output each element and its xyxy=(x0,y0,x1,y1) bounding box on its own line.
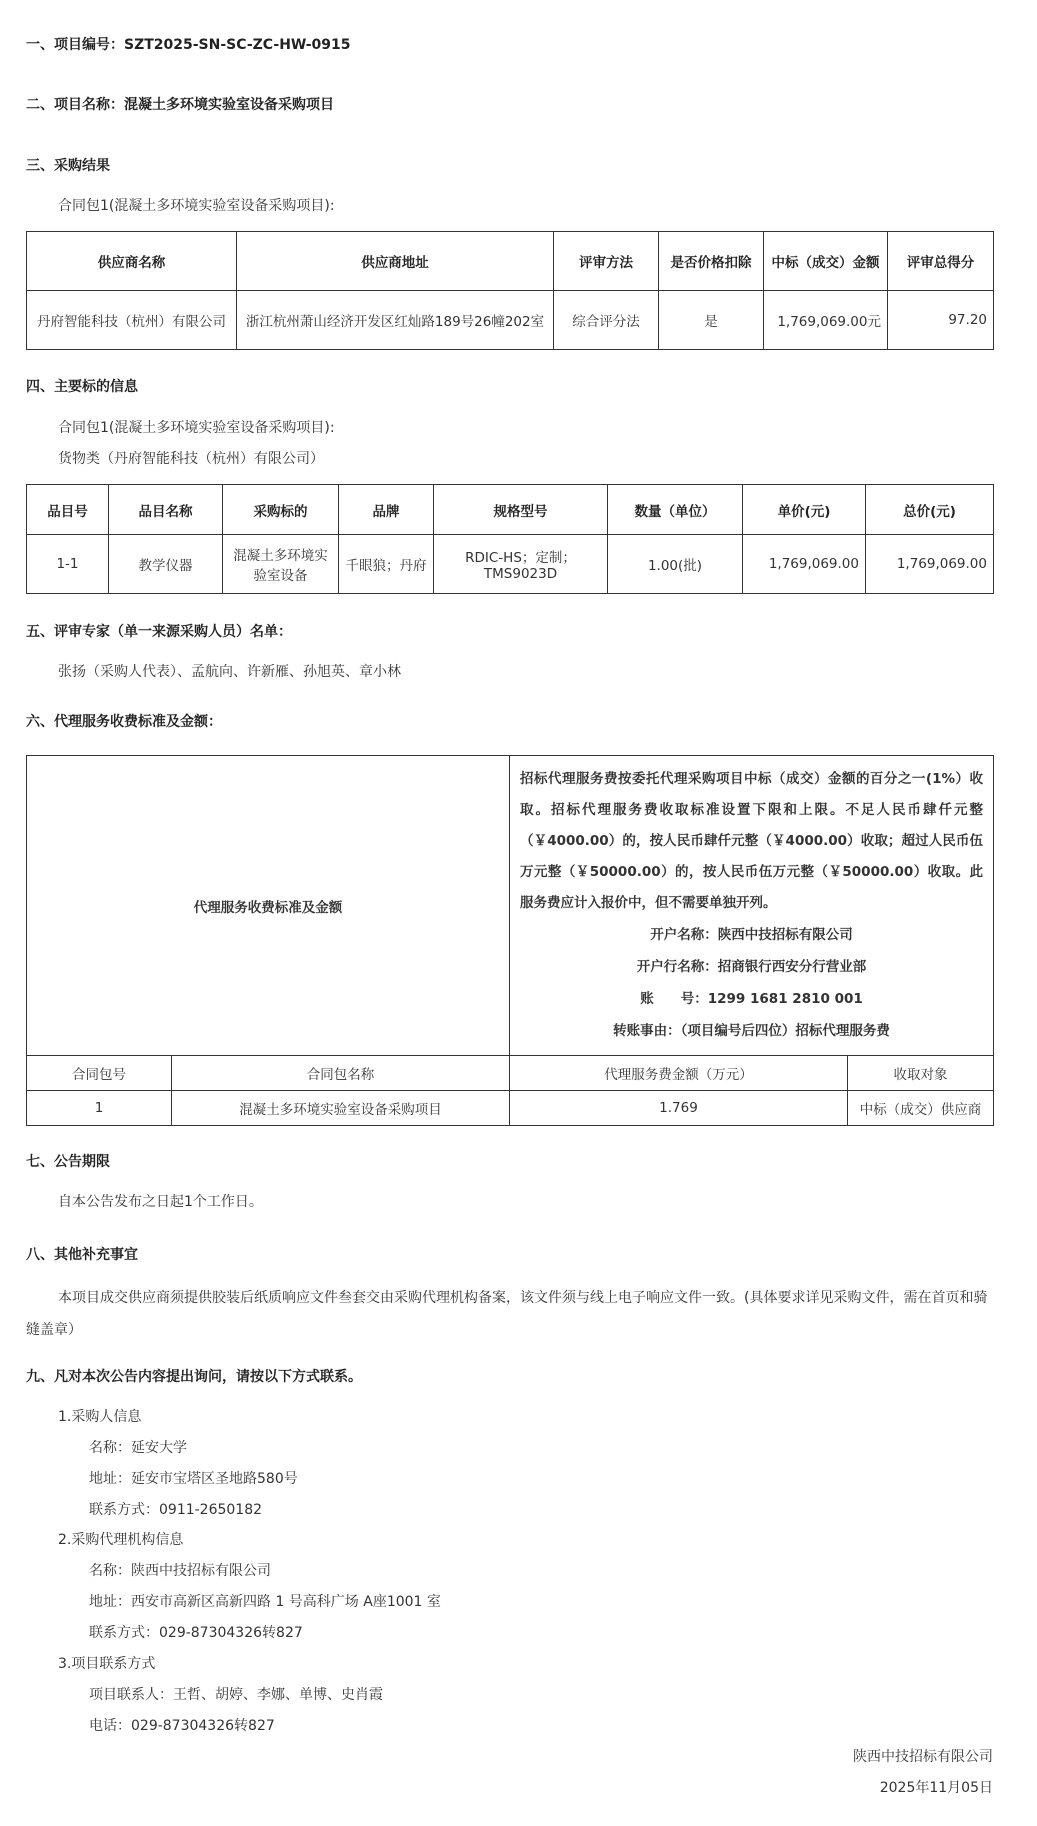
project-number-value: SZT2025-SN-SC-ZC-HW-0915 xyxy=(124,37,351,53)
subject-col-item-no: 品目号 xyxy=(27,485,109,535)
agency-phone: 联系方式：029-87304326转827 xyxy=(89,1625,303,1641)
other-text: 本项目成交供应商须提供胶装后纸质响应文件叁套交由采购代理机构备案，该文件须与线上电子响应文件一致。(具体要求详见采购文件，需在首页和骑缝盖章） xyxy=(26,1290,988,1338)
table-row xyxy=(27,1091,994,1126)
agency-address: 地址：西安市高新区高新四路 1 号高科广场 A座1001 室 xyxy=(89,1594,441,1610)
footer-organization: 陕西中技招标有限公司 xyxy=(853,1749,993,1765)
result-col-supplier: 供应商名称 xyxy=(27,232,237,291)
result-supplier: 丹府智能科技（杭州）有限公司 xyxy=(27,291,237,350)
subject-col-target: 采购标的 xyxy=(223,485,339,535)
subject-col-brand: 品牌 xyxy=(339,485,434,535)
result-col-score: 评审总得分 xyxy=(888,232,994,291)
subject-item-name: 教学仪器 xyxy=(109,535,223,594)
result-package: 合同包1(混凝土多环境实验室设备采购项目): xyxy=(58,198,335,214)
project-number xyxy=(26,34,351,54)
section-title-contact: 九、凡对本次公告内容提出询问，请按以下方式联系。 xyxy=(26,1369,362,1385)
fee-col-package-name: 合同包名称 xyxy=(172,1056,510,1091)
subject-col-quantity: 数量（单位） xyxy=(608,485,743,535)
subject-target: 混凝土多环境实验室设备 xyxy=(223,535,339,594)
purchaser-heading: 1.采购人信息 xyxy=(58,1409,142,1425)
table-row xyxy=(27,291,994,350)
project-name xyxy=(26,94,334,114)
project-number-label: 一、项目编号： xyxy=(26,37,124,53)
subject-package: 合同包1(混凝土多环境实验室设备采购项目): xyxy=(58,420,335,436)
project-contact-heading: 3.项目联系方式 xyxy=(58,1656,156,1672)
subject-col-item-name: 品目名称 xyxy=(109,485,223,535)
fee-table-header xyxy=(27,1056,994,1091)
purchaser-name: 名称：延安大学 xyxy=(89,1440,187,1456)
subject-col-total-price: 总价(元) xyxy=(866,485,994,535)
footer-date: 2025年11月05日 xyxy=(879,1780,993,1796)
project-name-value: 混凝土多环境实验室设备采购项目 xyxy=(124,97,334,113)
project-name-label: 二、项目名称： xyxy=(26,97,124,113)
result-score: 97.20 xyxy=(888,291,994,350)
transfer-memo: 转账事由：（项目编号后四位）招标代理服务费 xyxy=(613,1023,890,1039)
expert-names: 张扬（采购人代表）、孟航向、许新雁、孙旭英、章小林 xyxy=(58,664,401,680)
fee-standard-row xyxy=(27,756,994,1056)
fee-package-no: 1 xyxy=(27,1091,172,1126)
table-row xyxy=(27,535,994,594)
result-method: 综合评分法 xyxy=(554,291,659,350)
fee-standard-detail xyxy=(510,756,994,1056)
subject-item-no: 1-1 xyxy=(27,535,109,594)
subject-col-unit-price: 单价(元) xyxy=(743,485,866,535)
section-title-fee: 六、代理服务收费标准及金额： xyxy=(26,714,222,730)
result-deduction: 是 xyxy=(659,291,764,350)
fee-col-amount: 代理服务费金额（万元） xyxy=(510,1056,848,1091)
section-title-result: 三、采购结果 xyxy=(26,158,110,174)
section-title-other: 八、其他补充事宜 xyxy=(26,1247,138,1263)
fee-description: 招标代理服务费按委托代理采购项目中标（成交）金额的百分之一(1%）收取。招标代理服务费收取标准设置下限和上限。不足人民币肆仟元整（￥4000.00）的，按人民币肆仟元整（￥4000.00）收取；超过人民币伍万元整（￥50000.00）的，按人民币伍万元整（￥50000.00）收取。此服务费应计入报价中，但不需要单独开列。 xyxy=(520,771,984,911)
bank-name: 开户行名称：招商银行西安分行营业部 xyxy=(636,959,867,975)
subject-quantity: 1.00(批) xyxy=(608,535,743,594)
project-contact-phone: 电话：029-87304326转827 xyxy=(89,1718,275,1734)
fee-payer: 中标（成交）供应商 xyxy=(848,1091,994,1126)
project-contact-people: 项目联系人：王哲、胡婷、李娜、单博、史肖霞 xyxy=(89,1687,383,1703)
result-table-header xyxy=(27,232,994,291)
period-text: 自本公告发布之日起1个工作日。 xyxy=(58,1194,263,1210)
subject-table xyxy=(26,484,994,594)
purchaser-phone: 联系方式：0911-2650182 xyxy=(89,1502,263,1518)
result-address: 浙江杭州萧山经济开发区红灿路189号26幢202室 xyxy=(237,291,554,350)
subject-brand: 千眼狼；丹府 xyxy=(339,535,434,594)
fee-package-name: 混凝土多环境实验室设备采购项目 xyxy=(172,1091,510,1126)
subject-table-header xyxy=(27,485,994,535)
fee-standard-label: 代理服务收费标准及金额 xyxy=(27,756,510,1056)
fee-col-payer: 收取对象 xyxy=(848,1056,994,1091)
result-table xyxy=(26,231,994,350)
purchaser-address: 地址：延安市宝塔区圣地路580号 xyxy=(89,1471,298,1487)
agency-heading: 2.采购代理机构信息 xyxy=(58,1532,184,1548)
subject-category: 货物类（丹府智能科技（杭州）有限公司） xyxy=(58,451,324,467)
section-title-experts: 五、评审专家（单一来源采购人员）名单： xyxy=(26,624,292,640)
subject-col-model: 规格型号 xyxy=(434,485,608,535)
result-amount: 1,769,069.00元 xyxy=(764,291,888,350)
account-name: 开户名称：陕西中技招标有限公司 xyxy=(650,927,853,943)
result-col-deduction: 是否价格扣除 xyxy=(659,232,764,291)
fee-col-package-no: 合同包号 xyxy=(27,1056,172,1091)
subject-total-price: 1,769,069.00 xyxy=(866,535,994,594)
result-col-address: 供应商地址 xyxy=(237,232,554,291)
section-title-subject: 四、主要标的信息 xyxy=(26,379,138,395)
result-col-amount: 中标（成交）金额 xyxy=(764,232,888,291)
account-number: 账 号：1299 1681 2810 001 xyxy=(640,991,863,1007)
fee-amount: 1.769 xyxy=(510,1091,848,1126)
subject-model: RDIC-HS；定制；TMS9023D xyxy=(434,535,608,594)
fee-table xyxy=(26,755,994,1126)
agency-name: 名称：陕西中技招标有限公司 xyxy=(89,1563,271,1579)
section-title-period: 七、公告期限 xyxy=(26,1154,110,1170)
subject-unit-price: 1,769,069.00 xyxy=(743,535,866,594)
result-col-method: 评审方法 xyxy=(554,232,659,291)
